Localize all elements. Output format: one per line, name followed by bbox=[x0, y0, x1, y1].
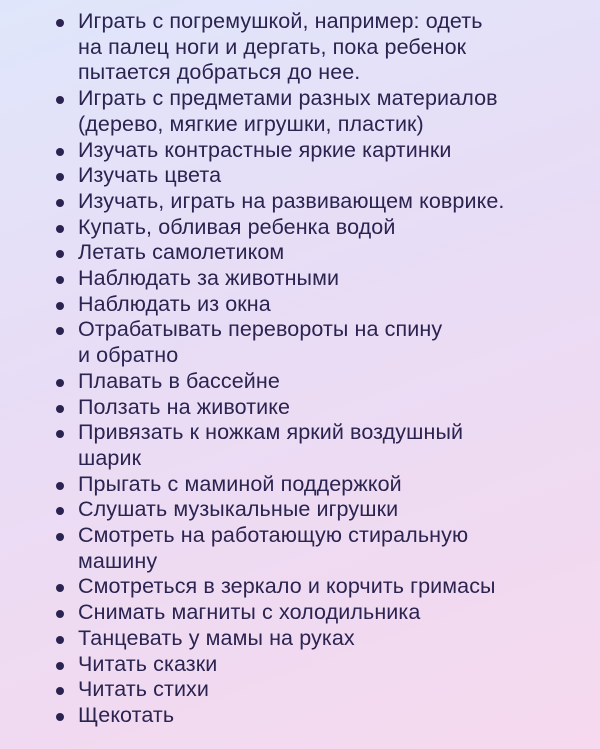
list-item bbox=[54, 9, 600, 86]
list-item-text: Изучать контрастные яркие картинки bbox=[78, 137, 452, 162]
list-item-text: Отрабатывать перевороты на спину bbox=[78, 317, 443, 342]
list-item bbox=[54, 138, 600, 164]
list-item bbox=[54, 395, 600, 421]
list-item-text: (дерево, мягкие игрушки, пластик) bbox=[78, 111, 424, 136]
list-item bbox=[54, 369, 600, 395]
list-item-text: Изучать, играть на развивающем коврике. bbox=[78, 188, 505, 213]
list-item bbox=[54, 86, 600, 137]
list-item bbox=[54, 600, 600, 626]
list-item bbox=[54, 574, 600, 600]
list-item bbox=[54, 240, 600, 266]
list-item-text: Читать сказки bbox=[78, 651, 218, 676]
list-item-text: пытается добраться до нее. bbox=[78, 60, 361, 85]
activity-list bbox=[54, 9, 600, 729]
list-item-text: Снимать магниты с холодильника bbox=[78, 600, 421, 625]
list-item bbox=[54, 317, 600, 368]
list-item-text: и обратно bbox=[78, 343, 179, 368]
list-item-text: Щекотать bbox=[78, 702, 175, 727]
list-item bbox=[54, 703, 600, 729]
list-item-text: Летать самолетиком bbox=[78, 240, 285, 265]
list-item-text: Играть с предметами разных материалов bbox=[78, 86, 498, 111]
list-item bbox=[54, 292, 600, 318]
list-item-text: Изучать цвета bbox=[78, 163, 222, 188]
list-item bbox=[54, 189, 600, 215]
list-item-text: Смотреть на работающую стиральную bbox=[78, 523, 469, 548]
list-item bbox=[54, 677, 600, 703]
list-item-text: Смотреться в зеркало и корчить гримасы bbox=[78, 574, 496, 599]
list-item-text: на палец ноги и дергать, пока ребенок bbox=[78, 34, 467, 59]
list-item-text: Слушать музыкальные игрушки bbox=[78, 497, 399, 522]
list-item-text: Купать, обливая ребенка водой bbox=[78, 214, 396, 239]
list-item bbox=[54, 652, 600, 678]
list-item-text: Плавать в бассейне bbox=[78, 368, 280, 393]
list-item bbox=[54, 266, 600, 292]
list-item-text: Танцевать у мамы на руках bbox=[78, 625, 355, 650]
list-item bbox=[54, 626, 600, 652]
list-item-text: машину bbox=[78, 548, 158, 573]
list-item bbox=[54, 472, 600, 498]
list-item-text: Наблюдать из окна bbox=[78, 291, 271, 316]
list-item-text: шарик bbox=[78, 445, 142, 470]
list-item bbox=[54, 163, 600, 189]
list-item bbox=[54, 215, 600, 241]
list-item bbox=[54, 523, 600, 574]
list-item-text: Играть с погремушкой, например: одеть bbox=[78, 9, 483, 33]
list-item-text: Прыгать с маминой поддержкой bbox=[78, 471, 402, 496]
list-item-text: Привязать к ножкам яркий воздушный bbox=[78, 420, 464, 445]
list-item-text: Читать стихи bbox=[78, 677, 210, 702]
list-item-text: Наблюдать за животными bbox=[78, 266, 340, 291]
list-item bbox=[54, 497, 600, 523]
list-item-text: Ползать на животике bbox=[78, 394, 291, 419]
list-item bbox=[54, 420, 600, 471]
